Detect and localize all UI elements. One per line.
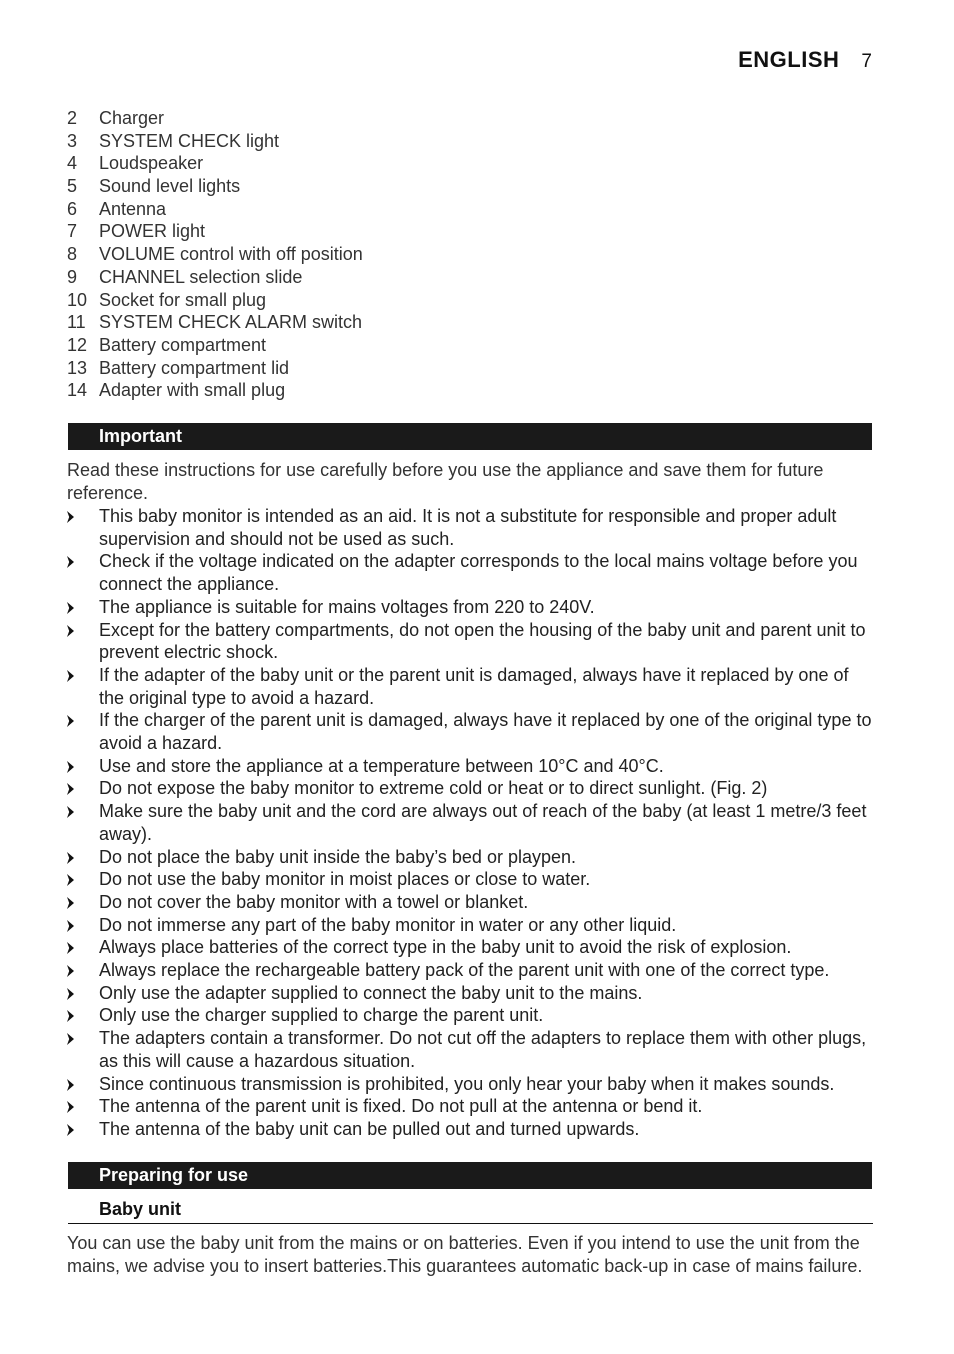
part-item: [67, 175, 887, 198]
part-item: [67, 198, 887, 221]
bullet-text: This baby monitor is intended as an aid. It is not a substitute for responsible and proper adult supervision and should not be used as such.: [99, 506, 837, 549]
bullet-item: [67, 914, 877, 937]
bullet-arrow-icon: [67, 846, 99, 869]
bullet-arrow-icon: [67, 664, 99, 709]
bullet-item: [67, 891, 877, 914]
bullet-arrow-icon: [67, 868, 99, 891]
part-label: POWER light: [99, 221, 206, 242]
bullet-text: Only use the charger supplied to charge the parent unit.: [99, 1005, 544, 1026]
bullet-arrow-icon: [67, 1073, 99, 1096]
bullet-item: [67, 868, 877, 891]
part-label: Loudspeaker: [99, 153, 204, 174]
part-label: SYSTEM CHECK ALARM switch: [99, 312, 363, 333]
bullet-item: [67, 1027, 877, 1072]
part-number: 12: [67, 334, 88, 355]
bullet-item: [67, 1118, 877, 1141]
bullet-text: Make sure the baby unit and the cord are always out of reach of the baby (at least 1 metre/3 feet away).: [99, 801, 867, 844]
bullet-item: [67, 936, 877, 959]
bullet-text: Use and store the appliance at a temperature between 10°C and 40°C.: [99, 755, 664, 776]
part-label: Battery compartment lid: [99, 357, 290, 378]
part-item: [67, 266, 887, 289]
bullet-item: [67, 505, 877, 550]
bullet-item: [67, 709, 877, 754]
bullet-text: The appliance is suitable for mains voltages from 220 to 240V.: [99, 596, 595, 617]
bullet-arrow-icon: [67, 891, 99, 914]
part-number: 3: [67, 130, 78, 151]
bullet-item: [67, 619, 877, 664]
bullet-text: Always replace the rechargeable battery pack of the parent unit with one of the correct type.: [99, 960, 830, 981]
bullet-text: Do not expose the baby monitor to extreme cold or heat or to direct sunlight. (Fig. 2): [99, 778, 768, 799]
bullet-item: [67, 755, 877, 778]
bullet-arrow-icon: [67, 619, 99, 664]
part-label: Socket for small plug: [99, 289, 267, 310]
part-item: [67, 289, 887, 312]
bullet-item: [67, 1073, 877, 1096]
bullet-text: If the charger of the parent unit is damaged, always have it replaced by one of the original type to avoid a hazard.: [99, 710, 872, 754]
part-number: 6: [67, 198, 78, 219]
part-item: [67, 334, 887, 357]
page-number: 7: [861, 51, 872, 72]
part-item: [67, 130, 887, 153]
bullet-item: [67, 550, 877, 595]
bullet-text: If the adapter of the baby unit or the parent unit is damaged, always have it replaced by one of the original type to avoid a hazard.: [99, 664, 849, 708]
part-label: Sound level lights: [99, 176, 241, 197]
part-item: [67, 107, 887, 130]
bullet-arrow-icon: [67, 1118, 99, 1141]
part-item: [67, 311, 887, 334]
bullet-arrow-icon: [67, 505, 99, 550]
part-label: VOLUME control with off position: [99, 244, 363, 265]
bullet-arrow-icon: [67, 959, 99, 982]
bullet-text: Always place batteries of the correct type in the baby unit to avoid the risk of explosion.: [99, 937, 792, 958]
bullet-item: [67, 777, 877, 800]
bullet-text: Since continuous transmission is prohibited, you only hear your baby when it makes sounds.: [99, 1073, 835, 1094]
bullet-text: Except for the battery compartments, do not open the housing of the baby unit and parent unit to prevent electric shock.: [99, 619, 866, 663]
bullet-arrow-icon: [67, 936, 99, 959]
bullet-arrow-icon: [67, 550, 99, 595]
bullet-text: Check if the voltage indicated on the adapter corresponds to the local mains voltage before you connect the appliance.: [99, 551, 858, 595]
bullet-arrow-icon: [67, 596, 99, 619]
part-label: Adapter with small plug: [99, 380, 286, 401]
bullet-arrow-icon: [67, 755, 99, 778]
bullet-text: Only use the adapter supplied to connect the baby unit to the mains.: [99, 982, 643, 1003]
bullet-item: [67, 1095, 877, 1118]
bullet-text: The antenna of the parent unit is fixed. Do not pull at the antenna or bend it.: [99, 1096, 703, 1117]
part-item: [67, 220, 887, 243]
part-number: 7: [67, 221, 78, 242]
bullet-item: [67, 800, 877, 845]
part-number: 10: [67, 289, 88, 310]
preparing-section-heading: Preparing for use: [68, 1162, 872, 1189]
bullet-arrow-icon: [67, 982, 99, 1005]
bullet-arrow-icon: [67, 777, 99, 800]
bullet-arrow-icon: [67, 914, 99, 937]
part-item: [67, 152, 887, 175]
bullet-arrow-icon: [67, 1027, 99, 1072]
part-item: [67, 243, 887, 266]
baby-unit-text: You can use the baby unit from the mains or on batteries. Even if you intend to use the unit from the mains, we advise you to insert batteries.This guarantees automatic back-up in case of mains failure.: [67, 1233, 863, 1276]
bullet-text: Do not immerse any part of the baby monitor in water or any other liquid.: [99, 914, 677, 935]
important-intro: Read these instructions for use carefully before you use the appliance and save them for future reference.: [67, 460, 824, 503]
part-label: Antenna: [99, 198, 167, 219]
important-section-heading: Important: [68, 423, 872, 450]
bullet-item: [67, 596, 877, 619]
bullet-text: Do not use the baby monitor in moist places or close to water.: [99, 869, 591, 890]
bullet-text: The adapters contain a transformer. Do not cut off the adapters to replace them with other plugs, as this will cause a hazardous situation.: [99, 1028, 867, 1071]
page-header: [738, 47, 872, 73]
part-label: CHANNEL selection slide: [99, 266, 303, 287]
part-item: [67, 379, 887, 402]
part-label: Battery compartment: [99, 334, 267, 355]
bullet-item: [67, 982, 877, 1005]
bullet-item: [67, 846, 877, 869]
part-number: 8: [67, 244, 78, 265]
baby-unit-subheading: Baby unit: [68, 1197, 873, 1224]
bullet-arrow-icon: [67, 800, 99, 845]
part-number: 5: [67, 176, 78, 197]
bullet-arrow-icon: [67, 709, 99, 754]
part-label: Charger: [99, 108, 165, 128]
part-number: 9: [67, 266, 78, 287]
bullet-arrow-icon: [67, 1004, 99, 1027]
part-number: 14: [67, 380, 88, 401]
part-number: 13: [67, 357, 88, 378]
part-number: 11: [67, 312, 86, 333]
safety-bullet-list: [67, 505, 877, 1141]
bullet-arrow-icon: [67, 1095, 99, 1118]
bullet-item: [67, 959, 877, 982]
part-number: 2: [67, 108, 78, 128]
bullet-text: Do not place the baby unit inside the baby’s bed or playpen.: [99, 846, 576, 867]
part-item: [67, 357, 887, 380]
parts-list: [67, 107, 887, 402]
part-label: SYSTEM CHECK light: [99, 130, 280, 151]
language-label: ENGLISH: [738, 47, 840, 72]
bullet-item: [67, 664, 877, 709]
bullet-text: Do not cover the baby monitor with a towel or blanket.: [99, 891, 529, 912]
bullet-text: The antenna of the baby unit can be pulled out and turned upwards.: [99, 1118, 640, 1139]
part-number: 4: [67, 153, 78, 174]
bullet-item: [67, 1004, 877, 1027]
